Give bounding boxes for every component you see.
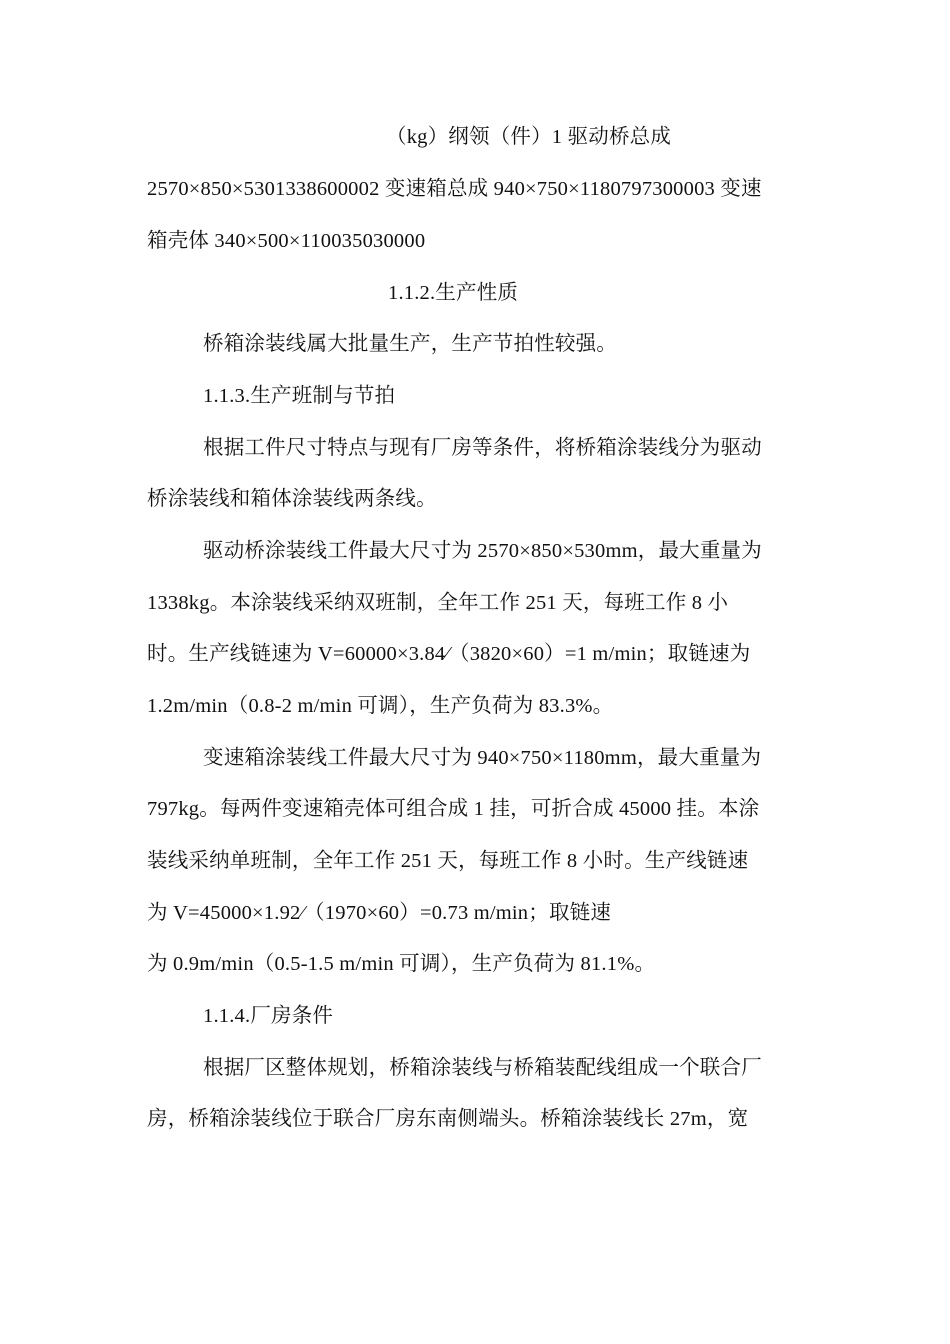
table-header-fragment: （kg）纲领（件）1 驱动桥总成	[386, 126, 672, 148]
table-row-text: 箱壳体 340×500×110035030000	[147, 230, 426, 252]
section-heading: 1.1.4.厂房条件	[203, 1005, 334, 1027]
paragraph-line: 变速箱涂装线工件最大尺寸为 940×750×1180mm，最大重量为	[203, 747, 762, 769]
paragraph-line: 为 V=45000×1.92⁄（1970×60）=0.73 m/min；取链速	[147, 902, 612, 924]
paragraph-line: 根据厂区整体规划，桥箱涂装线与桥箱装配线组成一个联合厂	[203, 1057, 762, 1079]
paragraph-line: 1.2m/min（0.8-2 m/min 可调），生产负荷为 83.3%。	[147, 695, 614, 717]
paragraph-line: 驱动桥涂装线工件最大尺寸为 2570×850×530mm，最大重量为	[203, 540, 762, 562]
paragraph-line: 房，桥箱涂装线位于联合厂房东南侧端头。桥箱涂装线长 27m，宽	[147, 1108, 749, 1130]
paragraph-line: 装线采纳单班制，全年工作 251 天，每班工作 8 小时。生产线链速	[147, 850, 749, 872]
paragraph-line: 时。生产线链速为 V=60000×3.84⁄（3820×60）=1 m/min；取链速为	[147, 643, 751, 665]
paragraph-line: 1338kg。本涂装线采纳双班制，全年工作 251 天，每班工作 8 小	[147, 592, 729, 614]
paragraph-line: 根据工件尺寸特点与现有厂房等条件，将桥箱涂装线分为驱动	[203, 437, 762, 459]
paragraph-line: 桥涂装线和箱体涂装线两条线。	[147, 488, 437, 510]
table-row-text: 2570×850×5301338600002 变速箱总成 940×750×1180797300003 变速	[147, 178, 762, 200]
paragraph-line: 797kg。每两件变速箱壳体可组合成 1 挂，可折合成 45000 挂。本涂	[147, 798, 760, 820]
section-heading: 1.1.3.生产班制与节拍	[203, 385, 396, 407]
section-heading: 1.1.2.生产性质	[388, 282, 519, 304]
paragraph-line: 为 0.9m/min（0.5-1.5 m/min 可调），生产负荷为 81.1%。	[147, 953, 656, 975]
paragraph-line: 桥箱涂装线属大批量生产，生产节拍性较强。	[203, 333, 617, 355]
